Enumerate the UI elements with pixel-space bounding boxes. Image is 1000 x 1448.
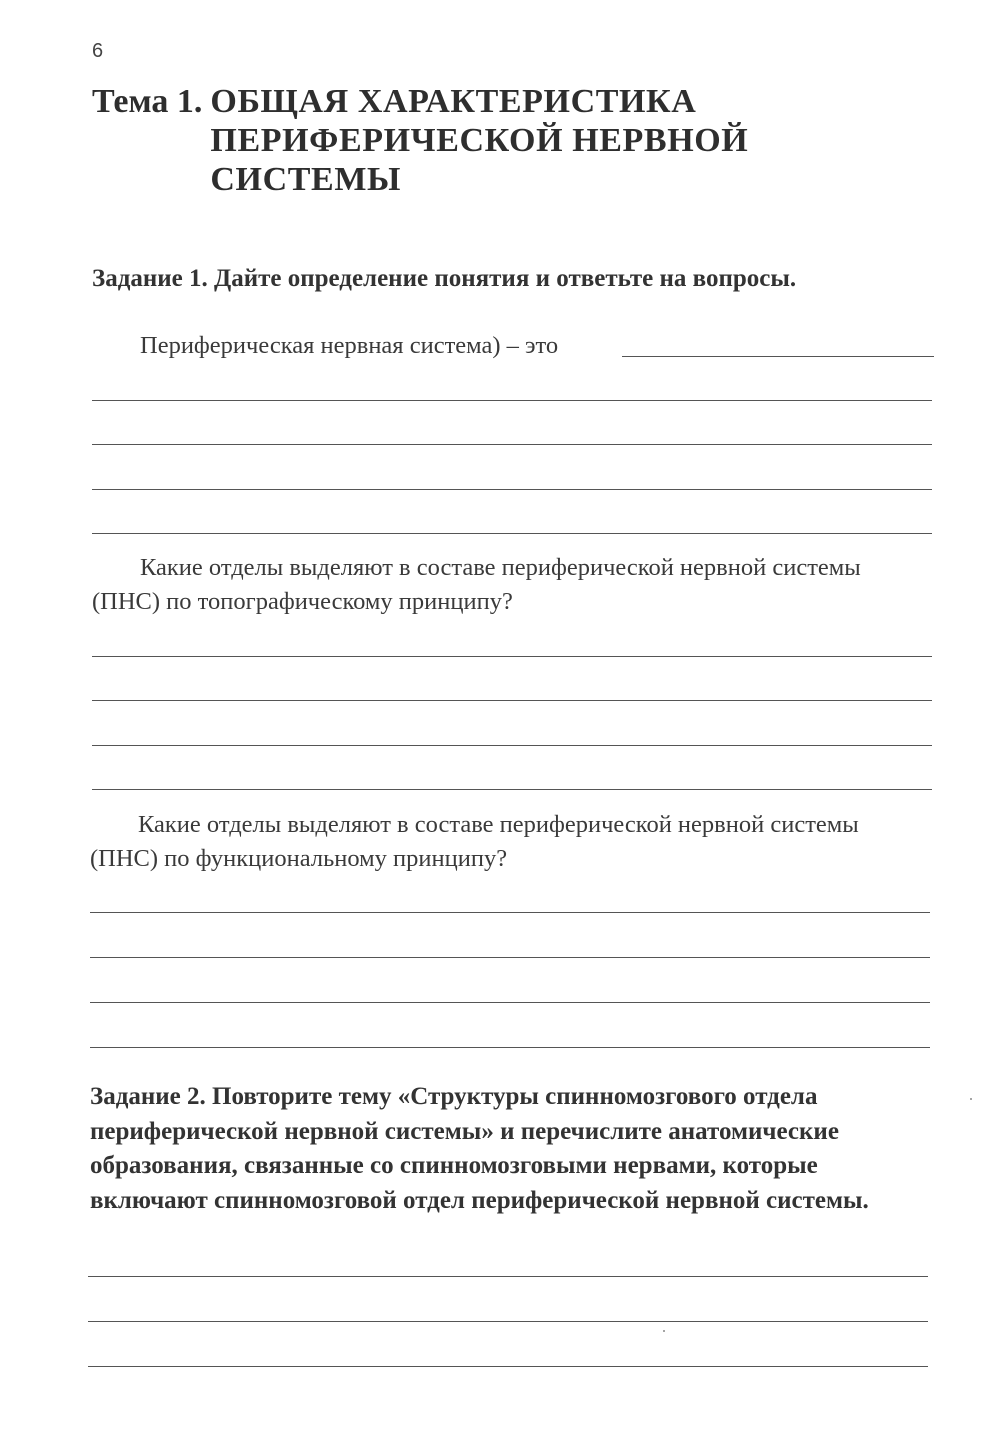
topic-title-line: СИСТЕМЫ (210, 161, 401, 198)
definition-prompt: Периферическая нервная система) – это (140, 332, 559, 359)
task2-line: образования, связанные со спинномозговыми нервами, которые (90, 1152, 818, 1179)
task2-heading (90, 1080, 869, 1218)
answer-line[interactable] (92, 700, 932, 701)
answer-line[interactable] (92, 444, 932, 445)
question-topographic (92, 551, 934, 619)
answer-line[interactable] (88, 1321, 928, 1322)
answer-line[interactable] (90, 912, 930, 913)
answer-line[interactable] (92, 745, 932, 746)
scan-speck (970, 1098, 972, 1100)
question-line: Какие отделы выделяют в составе периферической нервной системы (138, 811, 859, 838)
answer-line[interactable] (92, 789, 932, 790)
question-line: (ПНС) по топографическому принципу? (92, 588, 513, 615)
answer-line[interactable] (90, 1047, 930, 1048)
answer-line[interactable] (88, 1276, 928, 1277)
answer-line[interactable] (90, 1002, 930, 1003)
question-functional (90, 808, 932, 876)
answer-line[interactable] (92, 489, 932, 490)
topic-title (210, 82, 748, 199)
answer-line[interactable] (92, 656, 932, 657)
page-number: 6 (92, 40, 104, 62)
definition-answer-blank[interactable] (622, 356, 934, 357)
answer-line[interactable] (90, 957, 930, 958)
topic-header (92, 82, 748, 199)
question-line: Какие отделы выделяют в составе периферической нервной системы (140, 554, 861, 581)
topic-label: Тема 1. (92, 83, 203, 120)
answer-line[interactable] (88, 1366, 928, 1367)
topic-title-line: ПЕРИФЕРИЧЕСКОЙ НЕРВНОЙ (210, 122, 749, 159)
task2-line: включают спинномозговой отдел периферической нервной системы. (90, 1186, 869, 1214)
topic-title-line: ОБЩАЯ ХАРАКТЕРИСТИКА (210, 83, 697, 120)
task2-line: Задание 2. Повторите тему «Структуры спинномозгового отдела (90, 1083, 818, 1110)
question-line: (ПНС) по функциональному принципу? (90, 845, 508, 872)
answer-line[interactable] (92, 400, 932, 401)
task1-heading: Задание 1. Дайте определение понятия и ответьте на вопросы. (92, 265, 797, 292)
scan-speck (663, 1330, 665, 1332)
task2-line: периферической нервной системы» и перечислите анатомические (90, 1117, 839, 1145)
answer-line[interactable] (92, 533, 932, 534)
